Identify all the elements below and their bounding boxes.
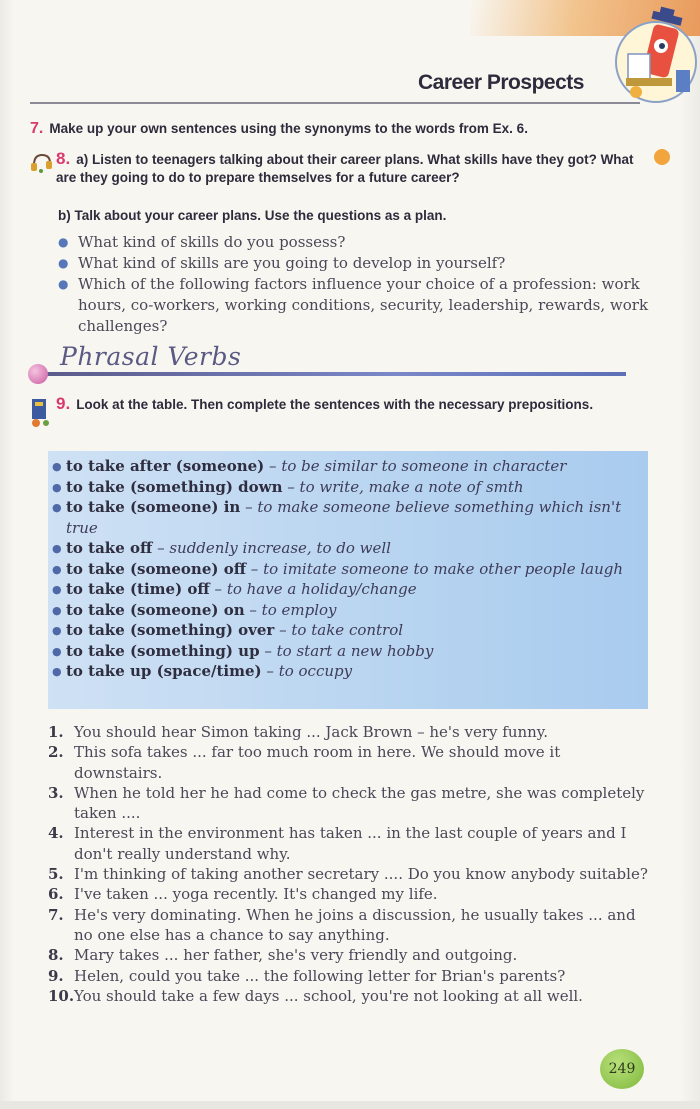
phrasal-verb-row: ● to take (someone) on – to employ [52, 600, 646, 621]
bullet-icon: ● [52, 501, 62, 514]
bullet-icon: ● [58, 235, 69, 249]
exercise-8-a [56, 150, 652, 187]
phrasal-verb: to take up (space/time) [66, 662, 262, 680]
sentence-text: Interest in the environment has taken ... in the last couple of years and I don't really understand why. [74, 824, 627, 863]
sentence-text: When he told her he had come to check the gas metre, she was completely taken .... [74, 783, 645, 823]
sentence-text: Mary takes ... her father, she's very friendly and outgoing. [74, 946, 518, 965]
phrasal-verbs-rule [42, 372, 626, 376]
exercise-7-text: Make up your own sentences using the synonyms to the words from Ex. 6. [49, 121, 528, 136]
phrasal-verb: to take after (someone) [66, 457, 265, 475]
bullet-icon: ● [52, 665, 62, 678]
phrasal-verb: to take (something) down [66, 477, 283, 496]
bullet-icon: ● [52, 542, 62, 555]
phrasal-verb: to take (something) up [66, 641, 260, 660]
page-bottom-edge [0, 1101, 700, 1109]
question-text: What kind of skills do you possess? [78, 233, 346, 251]
bullet-icon: ● [52, 624, 62, 637]
book-icon [26, 395, 54, 429]
page-number-badge [600, 1049, 644, 1089]
sentence-item [48, 722, 652, 742]
phrasal-verb: to take off [66, 539, 153, 557]
bullet-icon: ● [52, 644, 62, 658]
phrasal-verb: to take (someone) on [66, 600, 245, 619]
sentence-text: He's very dominating. When he joins a discussion, he usually takes ... and no one else has a chance to say anything. [74, 905, 636, 944]
phrasal-verb-definition: to start a new hobby [276, 641, 434, 660]
phrasal-verb-definition: to write, make a note of smth [299, 477, 524, 496]
phrasal-verb-row: ● to take off – suddenly increase, to do well [52, 538, 646, 559]
phrasal-verb-definition: to be similar to someone in character [281, 457, 567, 475]
bullet-icon: ● [52, 480, 62, 494]
bullet-icon: ● [52, 562, 62, 576]
sentence-item [48, 783, 652, 824]
sentence-number: 3. [48, 783, 64, 802]
sentence-number: 6. [48, 885, 64, 904]
phrasal-verb: to take (someone) in [66, 498, 241, 516]
phrasal-verb-row: ● to take (something) down – to write, make a note of smth [52, 477, 646, 498]
sentence-text: You should hear Simon taking ... Jack Brown – he's very funny. [74, 723, 549, 741]
phrasal-verb-row: ● to take (something) up – to start a new hobby [52, 641, 646, 662]
sentence-text: I'm thinking of taking another secretary .... Do you know anybody suitable? [74, 865, 648, 884]
sentence-item [48, 905, 652, 946]
bullet-icon: ● [52, 603, 62, 617]
audio-marker-icon [654, 149, 670, 165]
sentence-number: 4. [48, 824, 64, 843]
sentence-item [48, 742, 652, 783]
exercise-9 [56, 394, 652, 414]
phrasal-verb-row: ● to take (time) off – to have a holiday/change [52, 579, 646, 600]
bullet-icon: ● [52, 583, 62, 596]
list-item [58, 253, 658, 274]
sentence-number: 7. [48, 905, 64, 924]
audio-icon [28, 149, 54, 175]
phrasal-verb: to take (something) over [66, 621, 275, 639]
phrasal-verb: to take (someone) off [66, 559, 247, 578]
sentence-number: 9. [48, 966, 64, 985]
career-questions-list [58, 232, 658, 337]
page-number: 249 [608, 1061, 636, 1077]
question-text: What kind of skills are you going to develop in yourself? [78, 254, 506, 272]
exercise-8-number: 8. [56, 149, 71, 168]
sentence-item [48, 864, 652, 884]
exercise-8-b: b) Talk about your career plans. Use the questions as a plan. [58, 208, 447, 223]
header-divider [30, 102, 640, 104]
phrasal-verb-definition: to occupy [278, 662, 353, 680]
exercise-9-instruction: Look at the table. Then complete the sentences with the necessary prepositions. [76, 397, 594, 412]
bullet-icon: ● [58, 277, 69, 291]
sentence-item [48, 823, 652, 864]
phrasal-verb: to take (time) off [66, 580, 210, 598]
sentence-text: I've taken ... yoga recently. It's changed my life. [74, 885, 438, 904]
phrasal-verb-definition: to make someone believe something which isn't true [66, 498, 622, 537]
phrasal-verb-definition: to imitate someone to make other people laugh [263, 559, 624, 578]
sentence-number: 10. [48, 986, 75, 1005]
phrasal-verb-row: ● to take (someone) in – to make someone believe something which isn't true [52, 498, 622, 537]
sentence-item [48, 945, 652, 965]
phrasal-verb-row: ● to take after (someone) – to be similar to someone in character [52, 456, 646, 477]
phrasal-verb-row: ● to take up (space/time) – to occupy [52, 661, 646, 682]
sentence-text: This sofa takes ... far too much room in here. We should move it downstairs. [74, 743, 561, 782]
sentence-item [48, 884, 652, 904]
list-item [58, 274, 658, 337]
bullet-icon: ● [52, 460, 62, 473]
phrasal-verb-definition: to have a holiday/change [226, 580, 417, 598]
phrasal-verb-definition: to employ [261, 600, 337, 619]
exercise-9-sentences [48, 722, 652, 1006]
phrasal-verb-definition: suddenly increase, to do well [169, 539, 391, 557]
bullet-icon: ● [58, 256, 69, 270]
page-title: Career Prospects [418, 71, 584, 94]
sentence-number: 1. [48, 723, 64, 741]
sentence-item [48, 986, 652, 1006]
exercise-7 [30, 120, 650, 138]
exercise-7-number: 7. [30, 120, 44, 137]
phrasal-verb-row: ● to take (someone) off – to imitate someone to make other people laugh [52, 559, 646, 580]
sentence-number: 5. [48, 865, 64, 884]
sentence-text: Helen, could you take ... the following letter for Brian's parents? [74, 966, 566, 985]
mascot-illustration [606, 4, 700, 108]
phrasal-verb-definition: to take control [291, 621, 404, 639]
exercise-9-number: 9. [56, 394, 71, 413]
sentence-number: 8. [48, 946, 64, 965]
list-item [58, 232, 658, 253]
sentence-item [48, 966, 652, 986]
sentence-number: 2. [48, 743, 64, 762]
phrasal-verbs-heading: Phrasal Verbs [60, 342, 242, 371]
exercise-8-part-a: a) Listen to teenagers talking about their career plans. What skills have they got? What are they going to do to prepare themselves for a future career? [56, 152, 634, 185]
banner-ball-icon [28, 364, 48, 384]
phrasal-verbs-list [52, 456, 646, 682]
sentence-text: You should take a few days ... school, you're not looking at all well. [74, 986, 583, 1005]
question-text: Which of the following factors influence your choice of a profession: work hours, co-workers, working conditions, security, leadership, rewards, work challenges? [78, 275, 649, 335]
phrasal-verb-row: ● to take (something) over – to take control [52, 620, 646, 641]
